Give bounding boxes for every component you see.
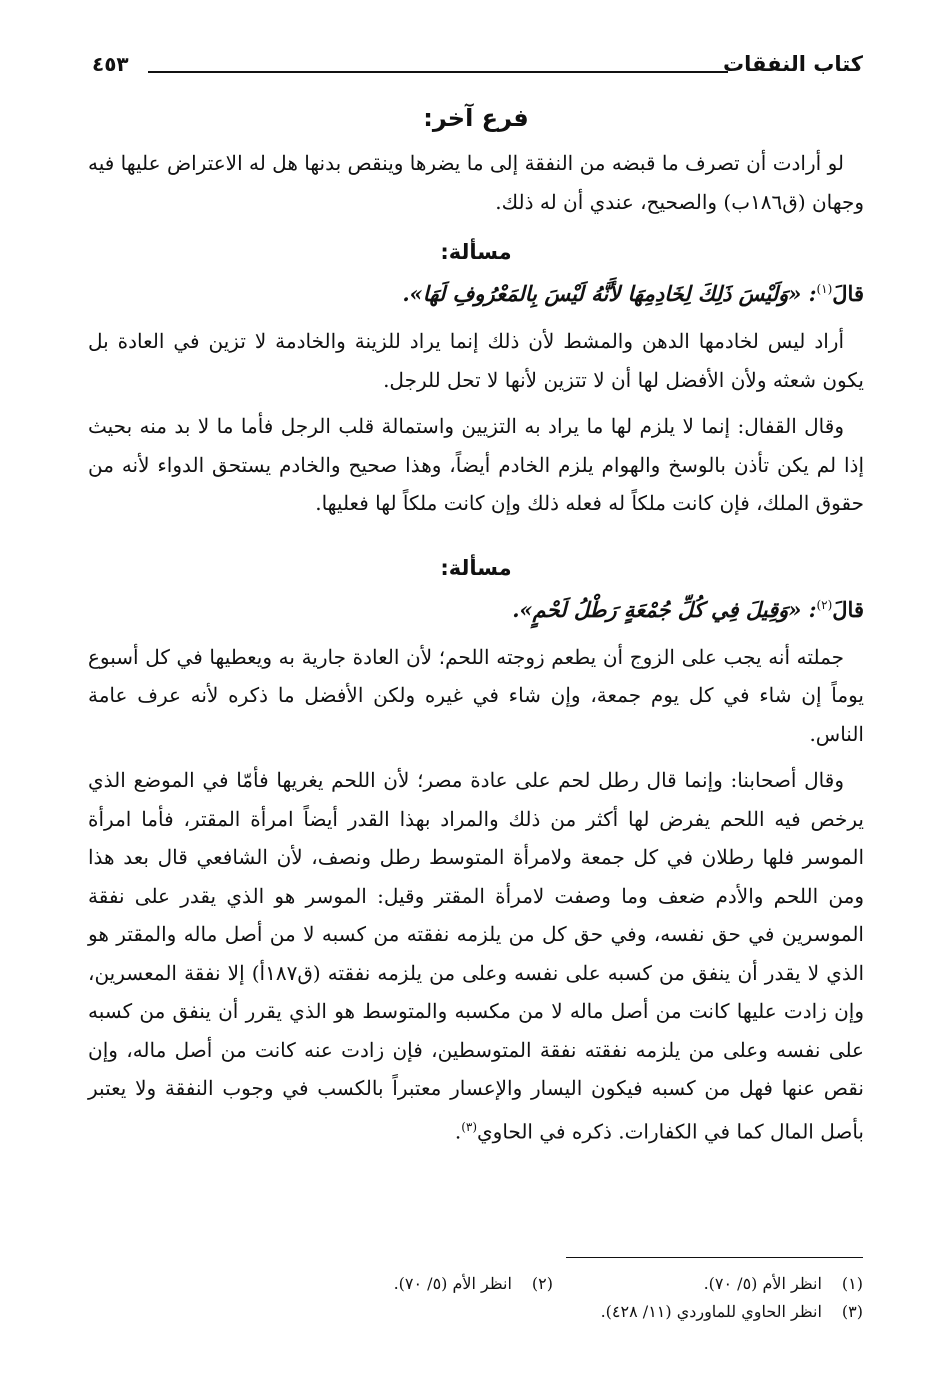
header-rule (148, 71, 728, 73)
paragraph-masala-1-b: وقال القفال: إنما لا يلزم لها ما يراد به التزيين واستمالة قلب الرجل فأما ما لا بد منه بحيث إذا لم يكن تأذن بالوسخ والهوام يلزم الخادم أيضاً، وهذا صحيح والخادم يستحق الدواء لأنه من حقوق الملك، فإن كانت ملكاً له فعله ذلك وإن كانت ملكاً لها فعليها. (88, 414, 865, 515)
quote-text: : «وَلَيْسَ ذَلِكَ لِخَادِمِهَا لأَنَّهُ لَيْسَ بِالمَعْرُوفِ لَهَا». (402, 281, 817, 306)
paragraph-text: وقال أصحابنا: وإنما قال رطل لحم على عادة مصر؛ لأن اللحم يغريها فأمّا في الموضع الذي يرخص فيه اللحم يفرض لها أكثر من ذلك والمراد بهذا القدر أيضاً امرأة المقتر، فأما امرأة الموسر فلها رطلان في كل جمعة ولامرأة المتوسط رطل ونصف، لأن الشافعي قال بعد هذا ومن اللحم والأدم ضعف وما وصفت لامرأة المقتر وقيل: الموسر هو الذي يقدر على نفقة الموسرين في حق نفسه، وفي حق كل من يلزمه نفقته من كسبه لا من أصل ماله والمقتر هو الذي لا يقدر أن ينفق من كسبه على نفسه وعلى من يلزمه نفقته (ق١٨٧أ) إلا نفقة المعسرين، وإن زادت عليها كانت من أصل ماله لا من مكسبه والمتوسط هو الذي يقرر أن ينفق من كسبه على نفسه وعلى من يلزمه نفقته نفقة المتوسطين، فإن زادت عنه كانت من أصل ماله، وإن نقص عنها فهل من كسبه فيكون اليسار والإعسار معتبراً بالكسب في وجوب النفقة ولا يعتبر بأصل المال كما في الكفارات. ذكره في الحاوي (88, 768, 865, 1144)
quote-line-2 (88, 585, 864, 630)
footnote-text: انظر الأم (٥/ ٧٠). (703, 1274, 822, 1293)
section-heading-masala-2: مسألة: (440, 555, 512, 580)
footnote-ref-1[interactable]: (١) (816, 282, 833, 296)
running-header-title: كتاب النفقات (723, 52, 863, 76)
section-heading-masala-1: مسألة: (440, 240, 512, 264)
paragraph-masala-2-a: جملته أنه يجب على الزوج أن يطعم زوجته اللحم؛ لأن العادة جارية به ويعطيها في كل أسبوع يوماً إن شاء في كل يوم جمعة، وإن شاء في غيره ولكن الأفضل ما ذكره لأنه عرف عامة الناس. (88, 644, 864, 746)
body-text (88, 98, 864, 1151)
page-number: ٤٥٣ (92, 52, 129, 76)
footnote-number: (١) (841, 1274, 863, 1293)
footnote-ref-2[interactable]: (٢) (816, 597, 833, 612)
section-heading-far: فرع آخر: (423, 104, 529, 132)
footnote-number: (٢) (531, 1274, 553, 1293)
footnotes (303, 1270, 863, 1326)
paragraph-end: . (454, 1119, 462, 1144)
footnote-3 (553, 1298, 863, 1326)
footnote-number: (٣) (841, 1302, 863, 1321)
quote-prefix: قالَ (832, 281, 864, 306)
footnote-text: انظر الحاوي للماوردي (١١/ ٤٢٨). (600, 1302, 822, 1321)
footnote-text: انظر الأم (٥/ ٧٠). (393, 1274, 512, 1293)
quote-prefix: قالَ (832, 596, 864, 622)
paragraph-far: لو أرادت أن تصرف ما قبضه من النفقة إلى ما يضرها وينقص بدنها هل له الاعتراض عليها فيه وجهان (ق١٨٦ب) والصحيح، عندي أن له ذلك. (88, 151, 864, 214)
footnote-2 (394, 1270, 553, 1298)
quote-line-1 (88, 269, 864, 314)
paragraph-masala-1-a: أراد ليس لخادمها الدهن والمشط لأن ذلك إنما يراد للزينة والخادمة لا تزين في العادة بل يكون شعثه ولأن الأفضل لها أن لا تتزين لأنها لا تحل للرجل. (88, 329, 864, 392)
paragraph-masala-2-b (88, 761, 864, 1151)
quote-text: : «وَقِيلَ فِي كُلِّ جُمْعَةٍ رَطْلُ لَحْمٍ». (512, 596, 817, 622)
footnote-1 (553, 1270, 863, 1298)
footnote-ref-3[interactable]: (٣) (461, 1119, 478, 1134)
footnote-rule (566, 1257, 863, 1258)
